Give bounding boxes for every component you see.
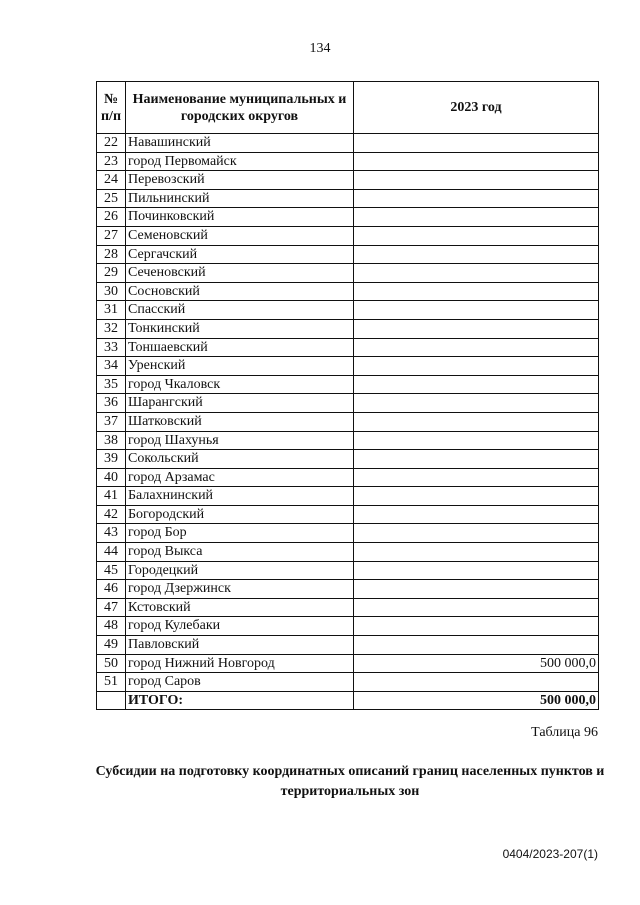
year-2023-value bbox=[354, 208, 599, 227]
table-row bbox=[97, 598, 599, 617]
table-row bbox=[97, 617, 599, 636]
table-row bbox=[97, 375, 599, 394]
table-row bbox=[97, 338, 599, 357]
municipality-name: Богородский bbox=[126, 505, 354, 524]
table-row bbox=[97, 357, 599, 376]
municipality-name: город Нижний Новгород bbox=[126, 654, 354, 673]
table-row bbox=[97, 319, 599, 338]
table-row bbox=[97, 543, 599, 562]
table-row bbox=[97, 301, 599, 320]
municipality-name: город Чкаловск bbox=[126, 375, 354, 394]
municipality-name: Кстовский bbox=[126, 598, 354, 617]
row-number: 45 bbox=[97, 561, 126, 580]
table-row bbox=[97, 282, 599, 301]
table-row bbox=[97, 208, 599, 227]
table-body bbox=[97, 134, 599, 692]
municipality-name: Пильнинский bbox=[126, 189, 354, 208]
row-number: 25 bbox=[97, 189, 126, 208]
municipality-name: Починковский bbox=[126, 208, 354, 227]
year-2023-value bbox=[354, 450, 599, 469]
municipality-name: Семеновский bbox=[126, 226, 354, 245]
year-2023-value bbox=[354, 357, 599, 376]
table-row bbox=[97, 561, 599, 580]
total-num-cell bbox=[97, 691, 126, 710]
year-2023-value bbox=[354, 394, 599, 413]
header-name: Наименование муниципальных и городских округов bbox=[126, 82, 354, 134]
row-number: 22 bbox=[97, 134, 126, 153]
table-row bbox=[97, 673, 599, 692]
row-number: 48 bbox=[97, 617, 126, 636]
table-row bbox=[97, 134, 599, 153]
year-2023-value bbox=[354, 171, 599, 190]
municipality-name: Навашинский bbox=[126, 134, 354, 153]
year-2023-value bbox=[354, 375, 599, 394]
municipality-name: город Выкса bbox=[126, 543, 354, 562]
year-2023-value bbox=[354, 468, 599, 487]
municipality-name: Шатковский bbox=[126, 412, 354, 431]
year-2023-value bbox=[354, 636, 599, 655]
municipality-name: Тоншаевский bbox=[126, 338, 354, 357]
table-row bbox=[97, 524, 599, 543]
table-row bbox=[97, 580, 599, 599]
row-number: 23 bbox=[97, 152, 126, 171]
year-2023-value bbox=[354, 338, 599, 357]
row-number: 31 bbox=[97, 301, 126, 320]
year-2023-value bbox=[354, 561, 599, 580]
table-row bbox=[97, 487, 599, 506]
row-number: 37 bbox=[97, 412, 126, 431]
year-2023-value: 500 000,0 bbox=[354, 654, 599, 673]
row-number: 24 bbox=[97, 171, 126, 190]
row-number: 51 bbox=[97, 673, 126, 692]
row-number: 50 bbox=[97, 654, 126, 673]
table-row bbox=[97, 189, 599, 208]
year-2023-value bbox=[354, 152, 599, 171]
municipality-name: город Дзержинск bbox=[126, 580, 354, 599]
row-number: 32 bbox=[97, 319, 126, 338]
table-row bbox=[97, 468, 599, 487]
year-2023-value bbox=[354, 226, 599, 245]
row-number: 49 bbox=[97, 636, 126, 655]
row-number: 42 bbox=[97, 505, 126, 524]
year-2023-value bbox=[354, 301, 599, 320]
total-label: ИТОГО: bbox=[126, 691, 354, 710]
row-number: 41 bbox=[97, 487, 126, 506]
municipality-name: Перевозский bbox=[126, 171, 354, 190]
municipality-name: Спасский bbox=[126, 301, 354, 320]
table-row bbox=[97, 505, 599, 524]
header-num: № п/п bbox=[97, 82, 126, 134]
row-number: 40 bbox=[97, 468, 126, 487]
row-number: 29 bbox=[97, 264, 126, 283]
header-year: 2023 год bbox=[354, 82, 599, 134]
year-2023-value bbox=[354, 319, 599, 338]
municipality-name: город Саров bbox=[126, 673, 354, 692]
year-2023-value bbox=[354, 543, 599, 562]
year-2023-value bbox=[354, 134, 599, 153]
row-number: 28 bbox=[97, 245, 126, 264]
row-number: 33 bbox=[97, 338, 126, 357]
municipality-name: Павловский bbox=[126, 636, 354, 655]
year-2023-value bbox=[354, 412, 599, 431]
row-number: 35 bbox=[97, 375, 126, 394]
year-2023-value bbox=[354, 245, 599, 264]
year-2023-value bbox=[354, 598, 599, 617]
total-value: 500 000,0 bbox=[354, 691, 599, 710]
row-number: 46 bbox=[97, 580, 126, 599]
document-code: 0404/2023-207(1) bbox=[502, 847, 598, 861]
table-row bbox=[97, 245, 599, 264]
municipality-name: Сергачский bbox=[126, 245, 354, 264]
municipality-name: Городецкий bbox=[126, 561, 354, 580]
table-row bbox=[97, 450, 599, 469]
municipality-name: город Арзамас bbox=[126, 468, 354, 487]
municipality-name: город Первомайск bbox=[126, 152, 354, 171]
total-row bbox=[97, 691, 599, 710]
municipality-name: Сосновский bbox=[126, 282, 354, 301]
year-2023-value bbox=[354, 617, 599, 636]
municipality-name: Тонкинский bbox=[126, 319, 354, 338]
year-2023-value bbox=[354, 189, 599, 208]
municipality-name: Балахнинский bbox=[126, 487, 354, 506]
row-number: 43 bbox=[97, 524, 126, 543]
page-number: 134 bbox=[309, 41, 331, 56]
municipality-name: Сокольский bbox=[126, 450, 354, 469]
subsidy-table bbox=[96, 81, 599, 710]
row-number: 34 bbox=[97, 357, 126, 376]
year-2023-value bbox=[354, 505, 599, 524]
table-row bbox=[97, 394, 599, 413]
year-2023-value bbox=[354, 524, 599, 543]
table-row bbox=[97, 654, 599, 673]
row-number: 39 bbox=[97, 450, 126, 469]
table-row bbox=[97, 226, 599, 245]
row-number: 30 bbox=[97, 282, 126, 301]
municipality-name: город Кулебаки bbox=[126, 617, 354, 636]
year-2023-value bbox=[354, 282, 599, 301]
row-number: 38 bbox=[97, 431, 126, 450]
row-number: 27 bbox=[97, 226, 126, 245]
year-2023-value bbox=[354, 264, 599, 283]
row-number: 36 bbox=[97, 394, 126, 413]
year-2023-value bbox=[354, 431, 599, 450]
table-label: Таблица 96 bbox=[531, 725, 598, 740]
table-row bbox=[97, 152, 599, 171]
municipality-name: город Бор bbox=[126, 524, 354, 543]
row-number: 44 bbox=[97, 543, 126, 562]
table-row bbox=[97, 171, 599, 190]
municipality-name: город Шахунья bbox=[126, 431, 354, 450]
year-2023-value bbox=[354, 487, 599, 506]
table-row bbox=[97, 412, 599, 431]
table-row bbox=[97, 431, 599, 450]
table-row bbox=[97, 264, 599, 283]
row-number: 26 bbox=[97, 208, 126, 227]
municipality-name: Сеченовский bbox=[126, 264, 354, 283]
table-row bbox=[97, 636, 599, 655]
year-2023-value bbox=[354, 673, 599, 692]
municipality-name: Уренский bbox=[126, 357, 354, 376]
section-title: Субсидии на подготовку координатных описаний границ населенных пунктов и территориальных зон bbox=[95, 764, 605, 799]
table-header-row bbox=[97, 82, 599, 134]
municipality-name: Шарангский bbox=[126, 394, 354, 413]
year-2023-value bbox=[354, 580, 599, 599]
row-number: 47 bbox=[97, 598, 126, 617]
